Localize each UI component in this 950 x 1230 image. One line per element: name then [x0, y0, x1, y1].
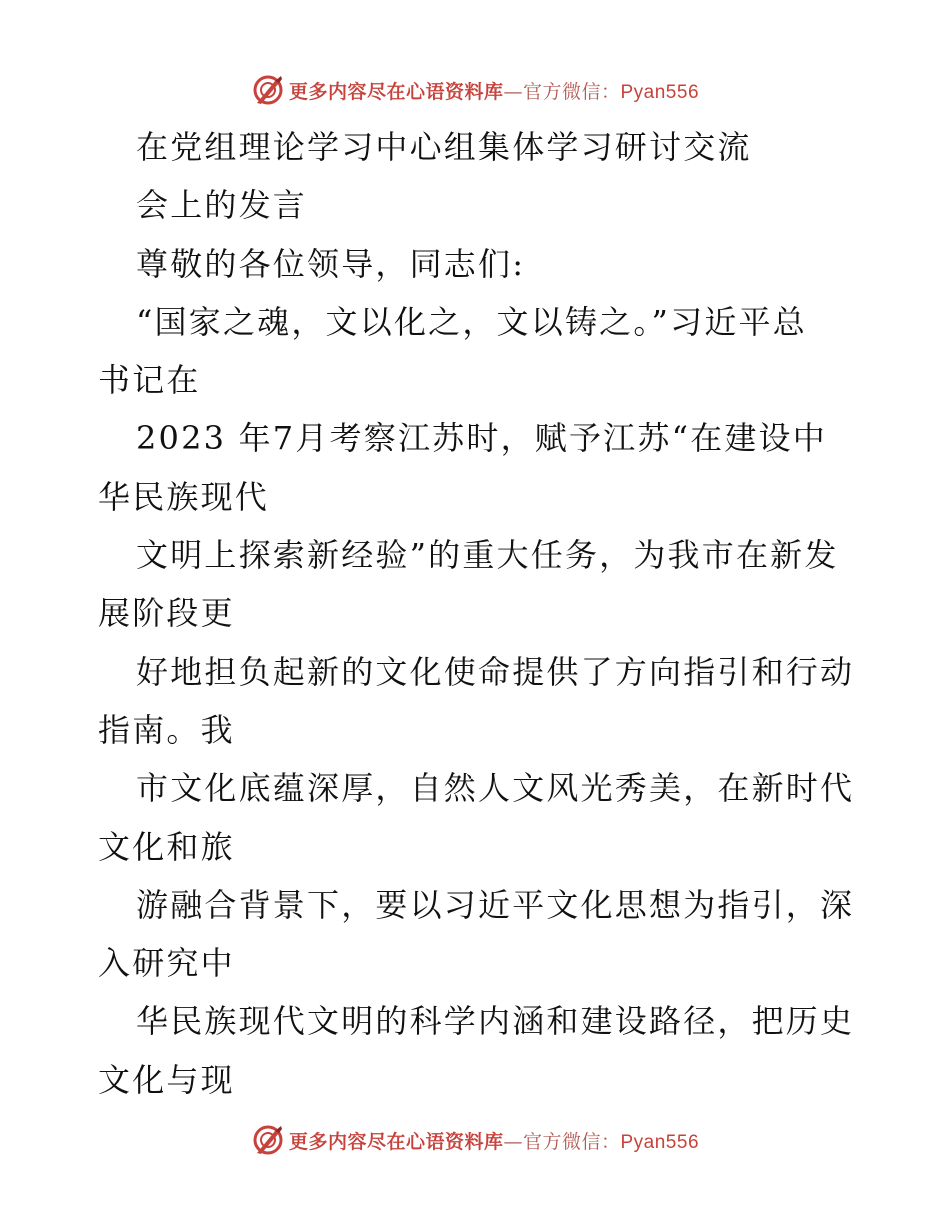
document-line: 文明上探索新经验”的重大任务，为我市在新发 — [136, 536, 839, 575]
watermark-contact-id: Pyan556 — [620, 1131, 700, 1153]
header-watermark — [0, 70, 950, 110]
quill-pen-logo-icon — [251, 73, 285, 107]
watermark-main-text: 更多内容尽在心语资料库 — [288, 80, 504, 103]
document-line: 书记在 — [98, 361, 201, 400]
document-line: 入研究中 — [98, 944, 235, 983]
watermark-text — [289, 77, 699, 104]
document-line: 2023 年7月考察江苏时，赋予江苏“在建设中 — [136, 419, 827, 458]
document-line: 指南。我 — [98, 710, 235, 749]
watermark-main-text: 更多内容尽在心语资料库 — [288, 1130, 504, 1153]
document-line: 会上的发言 — [136, 186, 308, 225]
watermark-contact-label: 官方微信： — [522, 1130, 621, 1153]
document-line: 华民族现代文明的科学内涵和建设路径，把历史 — [136, 1002, 855, 1041]
document-line: 好地担负起新的文化使命提供了方向指引和行动 — [136, 652, 855, 691]
document-line: 在党组理论学习中心组集体学习研讨交流 — [136, 128, 752, 166]
document-line: 尊敬的各位领导，同志们: — [136, 244, 526, 283]
document-line: 游融合背景下，要以习近平文化思想为指引，深 — [136, 885, 855, 924]
document-line: 文化和旅 — [98, 827, 235, 866]
footer-watermark — [0, 1120, 950, 1160]
document-line: 市文化底蕴深厚，自然人文风光秀美，在新时代 — [136, 769, 855, 808]
watermark-dash: — — [503, 1130, 523, 1153]
watermark-dash: — — [503, 80, 523, 103]
quill-pen-logo-icon — [251, 1123, 285, 1157]
document-line: “国家之魂，文以化之，文以铸之。”习近平总 — [136, 302, 807, 341]
watermark-contact-label: 官方微信： — [522, 80, 621, 103]
document-line: 华民族现代 — [98, 477, 270, 516]
document-body — [98, 118, 858, 1109]
document-line: 展阶段更 — [98, 594, 235, 633]
watermark-contact-id: Pyan556 — [620, 81, 700, 103]
document-line: 文化与现 — [98, 1060, 235, 1099]
watermark-text — [289, 1127, 699, 1154]
